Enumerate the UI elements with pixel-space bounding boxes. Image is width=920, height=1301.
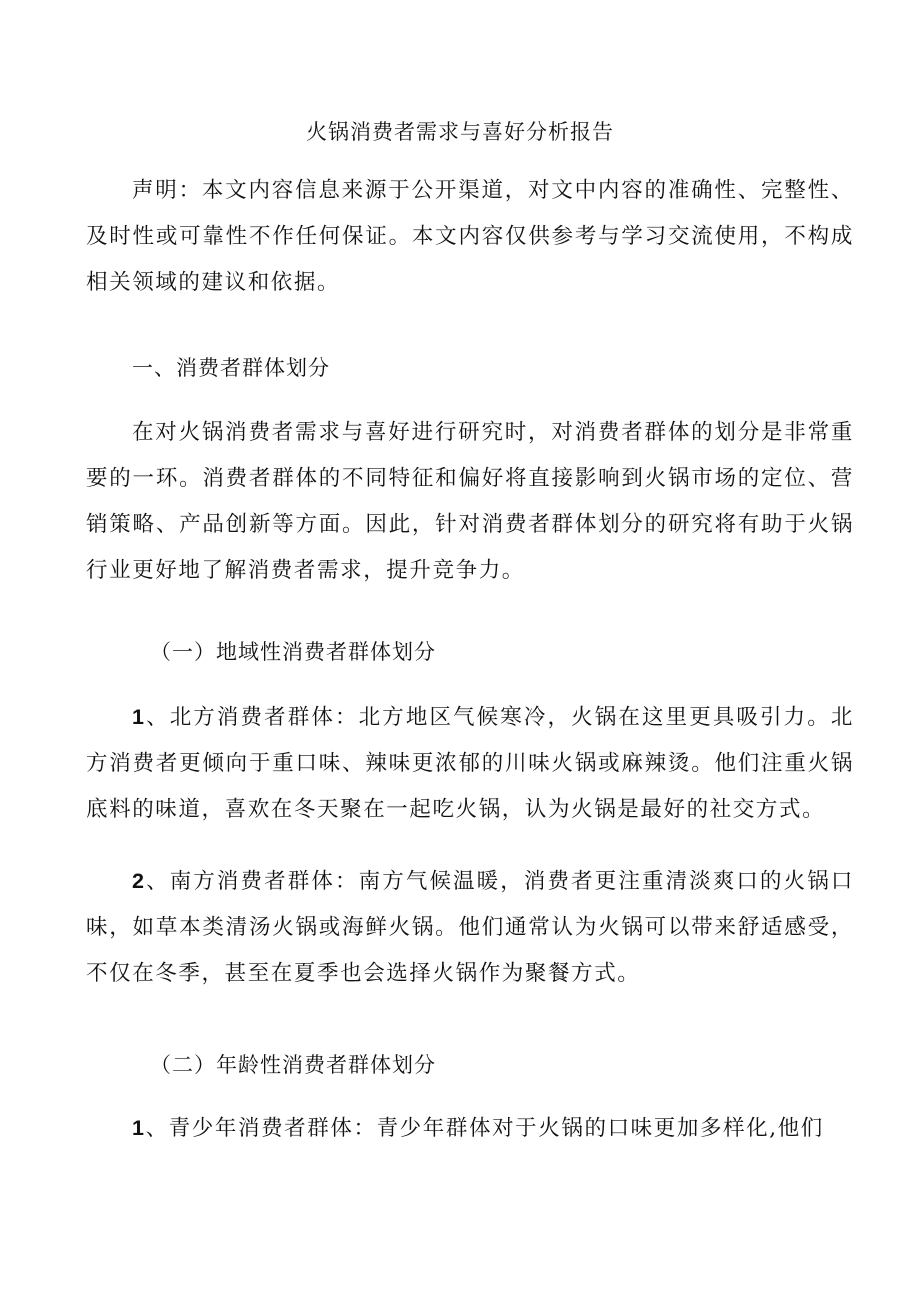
- list-item-teen-consumers: [86, 1105, 854, 1152]
- list-item-number: 2: [132, 869, 146, 893]
- section-intro-paragraph: 在对火锅消费者需求与喜好进行研究时，对消费者群体的划分是非常重要的一环。消费者群体的不同特征和偏好将直接影响到火锅市场的定位、营销策略、产品创新等方面。因此，针对消费者群体划分的研究将有助于火锅行业更好地了解消费者需求，提升竞争力。: [86, 420, 854, 583]
- disclaimer-paragraph: 声明：本文内容信息来源于公开渠道，对文中内容的准确性、完整性、及时性或可靠性不作任何保证。本文内容仅供参考与学习交流使用，不构成相关领域的建议和依据。: [86, 178, 854, 295]
- subsection-heading-age: （二）年龄性消费者群体划分: [150, 1053, 436, 1077]
- list-item-southern-consumers: [86, 858, 854, 997]
- list-item-number: 1: [132, 705, 146, 729]
- list-item-northern-consumers: [86, 694, 854, 833]
- section-heading-consumer-groups: 一、消费者群体划分: [132, 356, 330, 380]
- subsection-heading-regional: （一）地域性消费者群体划分: [150, 640, 436, 664]
- document-title: 火锅消费者需求与喜好分析报告: [306, 120, 614, 144]
- list-item-number: 1: [132, 1116, 146, 1140]
- list-item-text: 、南方消费者群体：南方气候温暖，消费者更注重清淡爽口的火锅口味，如草本类清汤火锅或海鲜火锅。他们通常认为火锅可以带来舒适感受，不仅在冬季，甚至在夏季也会选择火锅作为聚餐方式。: [86, 869, 854, 986]
- list-item-text: 、青少年消费者群体：青少年群体对于火锅的口味更加多样化,他们: [145, 1116, 824, 1141]
- list-item-text: 、北方消费者群体：北方地区气候寒冷，火锅在这里更具吸引力。北方消费者更倾向于重口味、辣味更浓郁的川味火锅或麻辣烫。他们注重火锅底料的味道，喜欢在冬天聚在一起吃火锅，认为火锅是最好的社交方式。: [86, 705, 854, 822]
